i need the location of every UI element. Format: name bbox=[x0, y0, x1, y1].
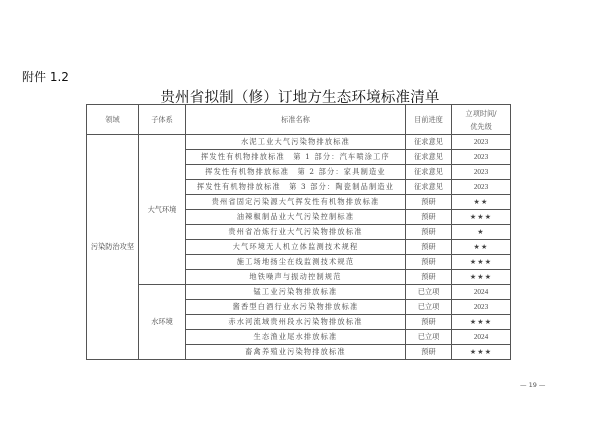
subsystem-water-cell: 水环境 bbox=[139, 285, 186, 360]
progress-status: 已立项 bbox=[406, 300, 452, 315]
standard-name: 水泥工业大气污染物排放标准 bbox=[186, 135, 406, 150]
time-priority: 2023 bbox=[452, 300, 511, 315]
progress-status: 预研 bbox=[406, 225, 452, 240]
time-priority: 2024 bbox=[452, 330, 511, 345]
priority-stars: ★★★ bbox=[452, 315, 511, 330]
header-time-line1: 立项时间/ bbox=[465, 108, 497, 118]
progress-status: 预研 bbox=[406, 195, 452, 210]
table-row bbox=[87, 285, 511, 300]
priority-stars: ★★ bbox=[452, 195, 511, 210]
standard-name: 酱香型白酒行业水污染物排放标准 bbox=[186, 300, 406, 315]
progress-status: 已立项 bbox=[406, 285, 452, 300]
priority-stars: ★ bbox=[452, 225, 511, 240]
progress-status: 预研 bbox=[406, 315, 452, 330]
progress-status: 征求意见 bbox=[406, 165, 452, 180]
standard-name: 地铁噪声与振动控制规范 bbox=[186, 270, 406, 285]
progress-status: 征求意见 bbox=[406, 150, 452, 165]
standard-name: 挥发性有机物排放标准 第 1 部分：汽车喷涂工序 bbox=[186, 150, 406, 165]
standard-name: 贵州省固定污染源大气挥发性有机物排放标准 bbox=[186, 195, 406, 210]
standard-name: 施工场地扬尘在线监测技术规范 bbox=[186, 255, 406, 270]
document-title: 贵州省拟制（修）订地方生态环境标准清单 bbox=[160, 90, 440, 106]
time-priority: 2024 bbox=[452, 285, 511, 300]
standard-name: 挥发性有机物排放标准 第 3 部分：陶瓷制品制造业 bbox=[186, 180, 406, 195]
standard-name: 生态渔业尾水排放标准 bbox=[186, 330, 406, 345]
standard-name: 油辣椒制品业大气污染控制标准 bbox=[186, 210, 406, 225]
progress-status: 预研 bbox=[406, 240, 452, 255]
standards-table bbox=[86, 104, 511, 360]
progress-status: 征求意见 bbox=[406, 180, 452, 195]
domain-cell: 污染防治攻坚 bbox=[87, 135, 139, 360]
header-subsystem: 子体系 bbox=[139, 105, 186, 135]
standard-name: 贵州省冶炼行业大气污染物排放标准 bbox=[186, 225, 406, 240]
time-priority: 2023 bbox=[452, 135, 511, 150]
standard-name: 畜禽养殖业污染物排放标准 bbox=[186, 345, 406, 360]
header-time-priority bbox=[452, 105, 511, 135]
priority-stars: ★★★ bbox=[452, 255, 511, 270]
progress-status: 预研 bbox=[406, 345, 452, 360]
time-priority: 2023 bbox=[452, 180, 511, 195]
page-number: — 19 — bbox=[520, 381, 546, 389]
progress-status: 征求意见 bbox=[406, 135, 452, 150]
standard-name: 赤水河流域贵州段水污染物排放标准 bbox=[186, 315, 406, 330]
header-time-line2: 优先级 bbox=[470, 121, 492, 131]
priority-stars: ★★★ bbox=[452, 345, 511, 360]
header-standard-name: 标准名称 bbox=[186, 105, 406, 135]
standard-name: 大气环境无人机立体监测技术规程 bbox=[186, 240, 406, 255]
table-header-row bbox=[87, 105, 511, 135]
standard-name: 锰工业污染物排放标准 bbox=[186, 285, 406, 300]
priority-stars: ★★ bbox=[452, 240, 511, 255]
attachment-label: 附件 1.2 bbox=[22, 70, 69, 84]
subsystem-air-cell: 大气环境 bbox=[139, 135, 186, 285]
time-priority: 2023 bbox=[452, 150, 511, 165]
header-progress: 目前进度 bbox=[406, 105, 452, 135]
progress-status: 预研 bbox=[406, 255, 452, 270]
progress-status: 预研 bbox=[406, 270, 452, 285]
header-domain: 领域 bbox=[87, 105, 139, 135]
priority-stars: ★★★ bbox=[452, 270, 511, 285]
time-priority: 2023 bbox=[452, 165, 511, 180]
progress-status: 预研 bbox=[406, 210, 452, 225]
progress-status: 已立项 bbox=[406, 330, 452, 345]
table-row bbox=[87, 135, 511, 150]
priority-stars: ★★★ bbox=[452, 210, 511, 225]
standard-name: 挥发性有机物排放标准 第 2 部分：家具制造业 bbox=[186, 165, 406, 180]
